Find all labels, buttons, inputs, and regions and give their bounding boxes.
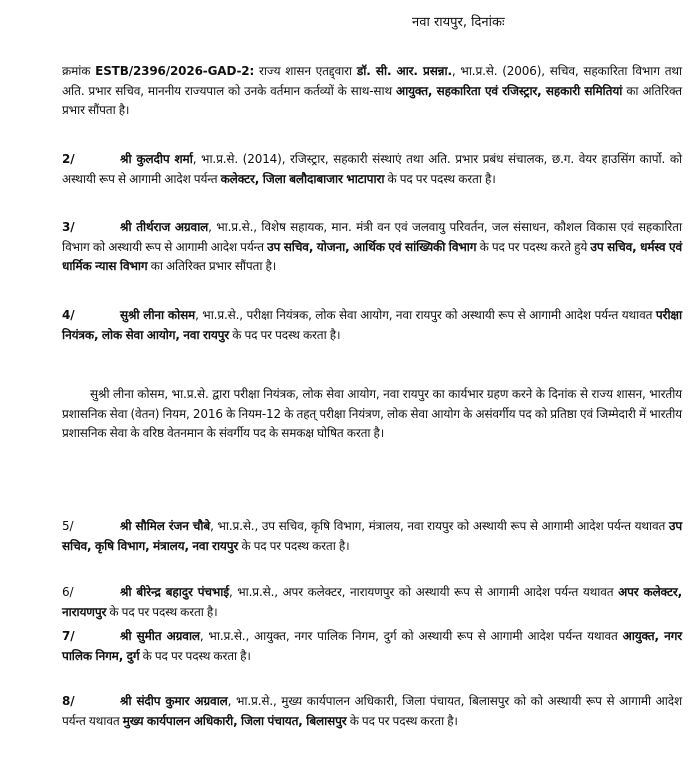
order-serial-number: 4/ [62, 308, 75, 322]
order-text: , भा.प्र.से., आयुक्त, नगर पालिक निगम, दुर्ग को अस्थायी रूप से आगामी आदेश पर्यन्त यथावत [199, 629, 618, 643]
order-text: के पद पर पदस्थ करता है। [232, 327, 341, 342]
order-paragraph-8 [62, 692, 682, 731]
declaration-text: सुश्री लीना कोसम, भा.प्र.से. द्वारा परीक्षा नियंत्रक, लोक सेवा आयोग, नवा रायपुर का कार्यभार ग्रहण करने के दिनांक से राज्य शासन, भारतीय प्रशासनिक सेवा (वेतन) नियम, 2016 के नियम-12 के तहत् परीक्षा नियंत्रण, लोक सेवा आयोग के असंवर्गीय पद को प्रतिष्ठा एवं जिम्मेदारी में भारतीय प्रशासनिक सेवा के वरिष्ठ वेतनमान के संवर्गीय पद के समकक्ष घोषित करता है। [62, 387, 682, 441]
order-paragraph-1 [62, 62, 682, 121]
officer-name: श्री बीरेन्द्र बहादुर पंचभाई [120, 585, 229, 599]
order-text: राज्य शासन एतद्द्वारा [259, 64, 353, 78]
order-serial-number: 2/ [62, 152, 75, 166]
order-text: , भा.प्र.से., विशेष सहायक, मान. मंत्री वन एवं जलवायु परिवर्तन, जल संसाधन, कौशल विकास एवं सहकारिता विभाग को अस्थायी रूप से आगामी आदेश पर्यन्त [62, 220, 682, 254]
order-text: , भा.प्र.से., अपर कलेक्टर, नारायणपुर को अस्थायी रूप से आगामी आदेश पर्यन्त यथावत [228, 585, 614, 599]
order-text: , भा.प्र.से., उप सचिव, कृषि विभाग, मंत्रालय, नवा रायपुर को अस्थायी रूप से आगामी आदेश पर्यन्त यथावत [210, 519, 666, 533]
posting-title: उप सचिव, योजना, आर्थिक एवं सांख्यिकी विभाग [267, 239, 477, 254]
order-prefix: क्रमांक [62, 64, 91, 78]
officer-name: श्री कुलदीप शर्मा [120, 152, 193, 166]
posting-title: आयुक्त, सहकारिता एवं रजिस्ट्रार, सहकारी समितियां [395, 83, 623, 98]
order-serial-number: 5/ [62, 519, 74, 533]
posting-title: परीक्षा नियंत्रक, लोक सेवा आयोग, नवा रायपुर [62, 308, 682, 342]
order-text: , भा.प्र.से. (2006), सचिव, सहकारिता विभाग तथा अति. प्रभार सचिव, माननीय राज्यपाल को उनके वर्तमान कर्तव्यों के साथ-साथ [62, 64, 683, 98]
order-text: के पद पर पदस्थ करता है। [349, 713, 458, 728]
order-text: के पद पर पदस्थ करता है। [241, 538, 350, 553]
order-serial-number: 8/ [62, 694, 75, 708]
order-text: के पद पर पदस्थ करता है। [387, 171, 496, 186]
order-paragraph-3 [62, 218, 682, 277]
declaration-paragraph [62, 385, 682, 444]
order-paragraph-7 [62, 627, 682, 666]
order-text: , भा.प्र.से., परीक्षा नियंत्रक, लोक सेवा आयोग, नवा रायपुर को अस्थायी रूप से आगामी आदेश पर्यन्त यथावत [195, 308, 653, 322]
officer-name: श्री सौमिल रंजन चौबे [120, 519, 211, 533]
order-text: के पद पर पदस्थ करता है। [109, 604, 218, 619]
additional-charge-title: उप सचिव, धर्मस्व एवं धार्मिक न्यास विभाग [62, 239, 682, 274]
order-text: , भा.प्र.से., मुख्य कार्यपालन अधिकारी, जिला पंचायत, बिलासपुर को को अस्थायी रूप से आगामी आदेश पर्यन्त यथावत [62, 694, 682, 728]
order-paragraph-6 [62, 583, 682, 622]
order-serial-number: 3/ [62, 220, 75, 234]
order-paragraph-2 [62, 150, 682, 189]
officer-name: श्री सुमीत अग्रवाल [120, 629, 200, 643]
order-text: के पद पर पदस्थ करता है। [142, 648, 251, 663]
posting-title: उप सचिव, कृषि विभाग, मंत्रालय, नवा रायपुर [62, 519, 683, 553]
posting-title: आयुक्त, नगर पालिक निगम, दुर्ग [62, 629, 682, 663]
order-text: का अतिरिक्त प्रभार सौंपता है। [62, 83, 682, 118]
order-serial-number: 7/ [62, 629, 75, 643]
posting-title: मुख्य कार्यपालन अधिकारी, जिला पंचायत, बिलासपुर [122, 713, 347, 728]
order-number: ESTB/2396/2026-GAD-2: [95, 64, 255, 78]
dateline: नवा रायपुर, दिनांकः [412, 15, 505, 30]
officer-name: सुश्री लीना कोसम [120, 308, 196, 322]
officer-name: श्री तीर्थराज अग्रवाल [120, 220, 209, 234]
order-serial-number: 6/ [62, 585, 74, 599]
posting-title: अपर कलेक्टर, नारायणपुर [62, 585, 683, 619]
officer-name: श्री संदीप कुमार अग्रवाल [120, 694, 228, 708]
order-paragraph-4 [62, 306, 682, 345]
order-text: का अतिरिक्त प्रभार सौंपता है। [150, 259, 277, 274]
officer-name: डॉ. सी. आर. प्रसन्ना. [356, 64, 452, 78]
order-paragraph-5 [62, 517, 682, 556]
order-text: के पद पर पदस्थ करते हुये [479, 239, 588, 254]
order-text: , भा.प्र.से. (2014), रजिस्ट्रार, सहकारी संस्थाएं तथा अति. प्रभार प्रबंध संचालक, छ.ग. वेयर हाउसिंग कार्पो. को अस्थायी रूप से आगामी आदेश पर्यन्त [62, 152, 682, 186]
posting-title: कलेक्टर, जिला बलौदाबाजार भाटापारा [220, 171, 385, 186]
